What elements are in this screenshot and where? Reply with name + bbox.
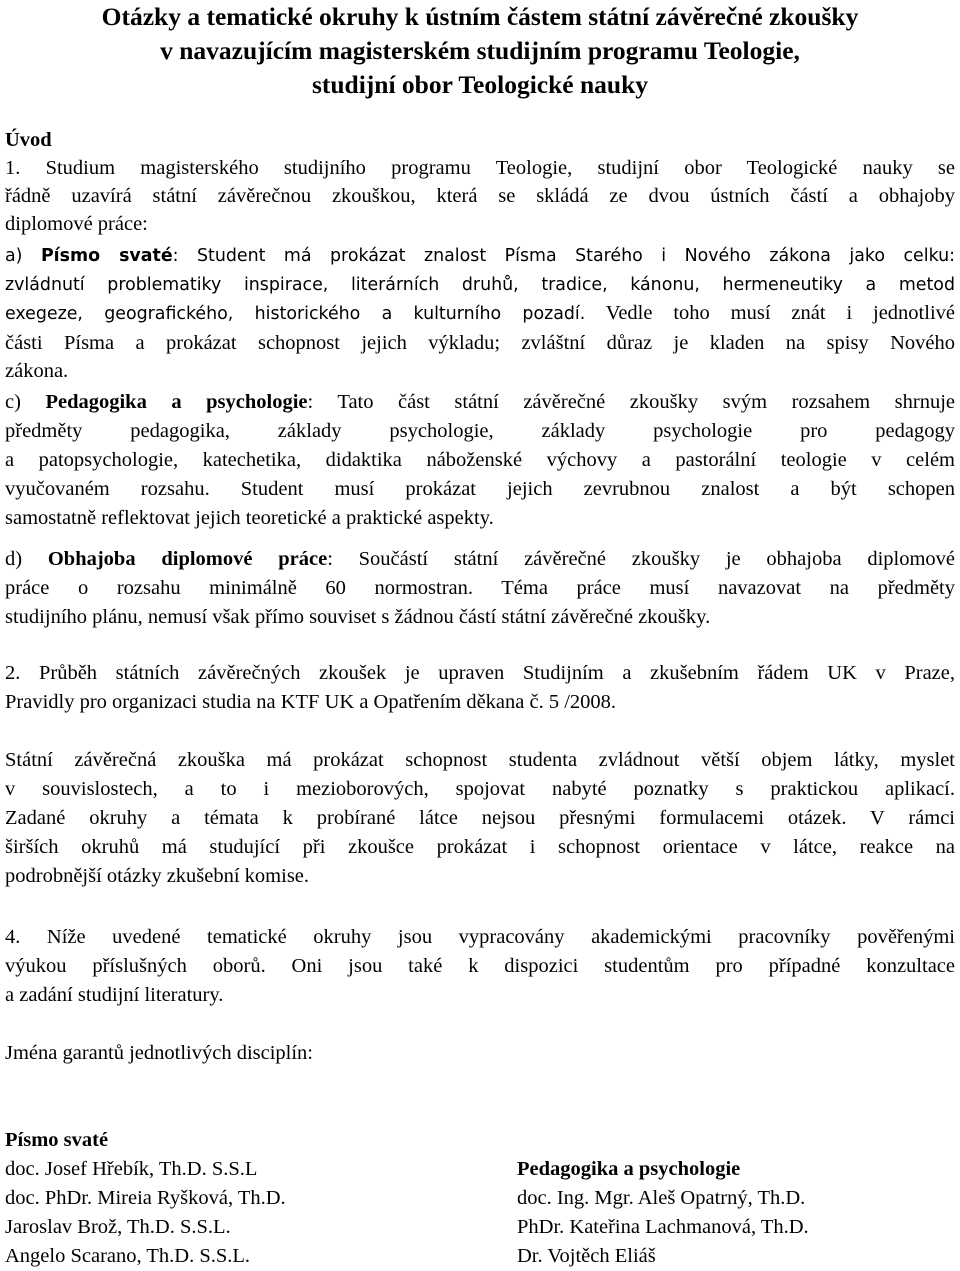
section-c-text-1: : Tato část státní závěrečné zkoušky svým rozsahem shrnuje bbox=[307, 391, 955, 413]
guarantor-name: PhDr. Kateřina Lachmanová, Th.D. bbox=[517, 1216, 809, 1238]
document-title bbox=[0, 0, 960, 102]
section-c-line-4 bbox=[5, 475, 955, 504]
section-c-text-4: vyučovaném rozsahu. bbox=[5, 478, 210, 500]
section-a-term: Písmo svaté bbox=[40, 246, 173, 266]
section-3-line-4: širších okruhů má studující při zkoušce prokázat i schopnost orientace v látce, reakce na bbox=[5, 836, 955, 858]
guarantor-name: Dr. Vojtěch Eliáš bbox=[517, 1245, 656, 1267]
section-d-line-2: práce o rozsahu minimálně 60 normostran. Téma práce musí navazovat na předměty bbox=[5, 577, 955, 599]
section-4-line-1: 4. Níže uvedené tematické okruhy jsou vypracovány akademickými pracovníky pověřenými bbox=[5, 926, 955, 948]
title-line-3: studijní obor Teologické nauky bbox=[311, 70, 649, 99]
title-line-2: v navazujícím magisterském studijním programu Teologie, bbox=[160, 36, 800, 65]
section-3-line-3: Zadané okruhy a témata k probírané látce nejsou přesnými formulacemi otázek. V rámci bbox=[5, 807, 955, 829]
section-2-line-2: Pravidly pro organizaci studia na KTF UK a Opatřením děkana č. 5 /2008. bbox=[5, 691, 617, 713]
section-c-line-2: předměty pedagogika, základy psychologie, základy psychologie pro pedagogy bbox=[5, 420, 955, 442]
intro-line-2: řádně uzavírá státní závěrečnou zkouškou, která se skládá ze dvou ústních částí a obhajoby bbox=[5, 185, 955, 207]
guarantor-name: Angelo Scarano, Th.D. S.S.L. bbox=[5, 1245, 251, 1267]
section-a-pismo-svate bbox=[5, 242, 955, 386]
section-c-pedagogika bbox=[5, 388, 955, 533]
section-c-line-5: samostatně reflektovat jejich teoretické a praktické aspekty. bbox=[5, 507, 494, 529]
title-line-1: Otázky a tematické okruhy k ústním částem státní závěrečné zkoušky bbox=[101, 2, 859, 31]
section-c-tail: Student musí prokázat jejich zevrubnou znalost a být schopen bbox=[209, 478, 955, 500]
section-a-line-5: zákona. bbox=[5, 360, 69, 382]
section-2 bbox=[5, 659, 955, 717]
section-a-text-3: exegeze, geografického, historického a kulturního pozadí. bbox=[5, 304, 586, 324]
guarantors-right-title: Pedagogika a psychologie bbox=[517, 1158, 741, 1180]
section-d-line-1 bbox=[5, 545, 955, 574]
section-a-prefix: a) bbox=[5, 246, 41, 266]
section-d-obhajoba bbox=[5, 545, 955, 632]
intro-section bbox=[5, 126, 955, 238]
guarantor-name: doc. Josef Hřebík, Th.D. S.S.L bbox=[5, 1158, 258, 1180]
guarantor-name: Jaroslav Brož, Th.D. S.S.L. bbox=[5, 1216, 231, 1238]
section-3-line-1: Státní závěrečná zkouška má prokázat schopnost studenta zvládnout větší objem látky, myslet bbox=[5, 749, 955, 771]
section-4-line-3: a zadání studijní literatury. bbox=[5, 984, 224, 1006]
section-2-line-1: 2. Průběh státních závěrečných zkoušek je upraven Studijním a zkušebním řádem UK v Praze, bbox=[5, 662, 955, 684]
guarantor-name: doc. PhDr. Mireia Ryšková, Th.D. bbox=[5, 1187, 286, 1209]
section-c-term: Pedagogika a psychologie bbox=[45, 391, 308, 413]
intro-line-1: 1. Studium magisterského studijního programu Teologie, studijní obor Teologické nauky se bbox=[5, 157, 955, 179]
section-a-text-1: : Student má prokázat znalost Písma Starého i Nového zákona jako celku: bbox=[172, 246, 955, 266]
guarantors-heading: Jména garantů jednotlivých disciplín: bbox=[5, 1042, 314, 1064]
section-3-line-2: v souvislostech, a to i mezioborových, spojovat nabyté poznatky s praktickou aplikací. bbox=[5, 778, 955, 800]
section-d-term: Obhajoba diplomové práce bbox=[47, 548, 328, 570]
guarantors-left-column bbox=[5, 1126, 485, 1271]
section-a-line-4: části Písma a prokázat schopnost jejich výkladu; zvláštní důraz je kladen na spisy Nového bbox=[5, 331, 955, 354]
section-a-line-1 bbox=[5, 242, 955, 271]
section-4 bbox=[5, 923, 955, 1010]
section-a-line-3 bbox=[5, 299, 955, 329]
section-3-line-5: podrobnější otázky zkušební komise. bbox=[5, 865, 310, 887]
intro-line-3: diplomové práce: bbox=[5, 213, 148, 235]
guarantors-right-column bbox=[517, 1155, 957, 1271]
guarantor-name: doc. Ing. Mgr. Aleš Opatrný, Th.D. bbox=[517, 1187, 806, 1209]
section-a-tail: Vedle toho musí znát i jednotlivé bbox=[585, 302, 955, 324]
section-c-line-1 bbox=[5, 388, 955, 417]
section-d-prefix: d) bbox=[5, 548, 48, 570]
section-d-text-1: : Součástí státní závěrečné zkoušky je obhajoba diplomové bbox=[327, 548, 956, 570]
section-c-line-3: a patopsychologie, katechetika, didaktika náboženské výchovy a pastorální teologie v celém bbox=[5, 449, 955, 471]
section-3 bbox=[5, 746, 955, 891]
section-c-prefix: c) bbox=[5, 391, 46, 413]
section-4-line-2: výukou příslušných oborů. Oni jsou také k dispozici studentům pro případné konzultace bbox=[5, 955, 955, 977]
guarantors-left-title: Písmo svaté bbox=[5, 1129, 109, 1151]
section-d-line-3: studijního plánu, nemusí však přímo souviset s žádnou částí státní závěrečné zkoušky. bbox=[5, 606, 711, 628]
intro-heading: Úvod bbox=[5, 129, 52, 151]
section-a-line-2: zvládnutí problematiky inspirace, literárních druhů, tradice, kánonu, hermeneutiky a metod bbox=[5, 274, 955, 295]
